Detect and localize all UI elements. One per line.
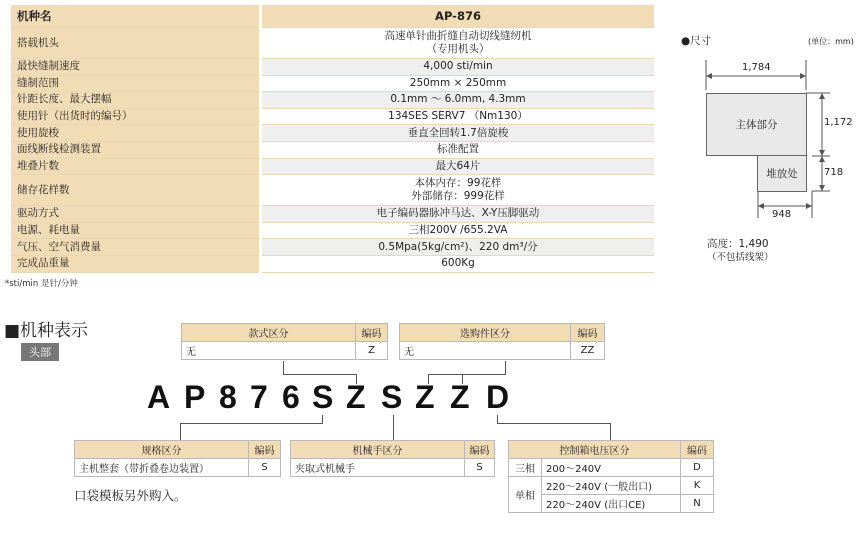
- head-badge: 头部: [21, 343, 59, 361]
- spec-class-table: [74, 440, 281, 477]
- spec-class-code: S: [249, 459, 281, 477]
- style-table: [181, 323, 388, 360]
- stacker-box: [757, 155, 807, 192]
- option-table-code-header: 编码: [571, 324, 605, 342]
- dimension-height-text: 高度：1,490: [707, 238, 769, 250]
- spec-key: 电源、耗电量: [11, 222, 261, 239]
- option-label: 无: [400, 342, 571, 360]
- spec-value: 最大64片: [261, 158, 655, 175]
- spec-row: [11, 92, 654, 109]
- spec-value: 0.1mm ～ 6.0mm, 4.3mm: [261, 92, 655, 109]
- style-code: Z: [356, 342, 388, 360]
- spec-row: [11, 239, 654, 256]
- code-letter: Z: [450, 379, 470, 415]
- dimension-height-right: 1,172: [824, 117, 853, 128]
- spec-value: 250mm × 250mm: [261, 75, 655, 92]
- spec-class-label: 主机整套（带折叠卷边装置）: [75, 459, 249, 477]
- voltage-code: N: [681, 495, 714, 513]
- spec-value: 4,000 sti/min: [261, 59, 655, 76]
- spec-row: [11, 59, 654, 76]
- spec-value: 垂直全回转1.7倍旋梭: [261, 125, 655, 142]
- spec-key: 最快缝制速度: [11, 59, 261, 76]
- robot-header: 机械手区分: [291, 441, 465, 459]
- option-table: [399, 323, 605, 360]
- option-table-header: 选购件区分: [400, 324, 571, 342]
- code-letter: 6: [282, 379, 300, 415]
- spec-value: 600Kg: [261, 255, 655, 272]
- stacker-label: 堆放处: [766, 168, 798, 180]
- table-row: [400, 342, 605, 360]
- voltage-label: 200～240V: [542, 459, 681, 477]
- spec-key: 驱动方式: [11, 206, 261, 223]
- spec-key: 气压、空气消费量: [11, 239, 261, 256]
- code-letter: 7: [250, 379, 268, 415]
- robot-code: S: [465, 459, 495, 477]
- spec-row: [11, 125, 654, 142]
- spec-key: 使用针（出货时的编号）: [11, 108, 261, 125]
- dimension-stack-height: 718: [824, 167, 844, 178]
- voltage-header: 控制箱电压区分: [509, 441, 681, 459]
- dimension-width-top: 1,784: [742, 62, 771, 73]
- robot-code-header: 编码: [465, 441, 495, 459]
- spec-key: 堆叠片数: [11, 158, 261, 175]
- spec-value: 电子编码器脉冲马达、X-Y压脚驱动: [261, 206, 655, 223]
- code-letter: D: [486, 379, 510, 415]
- voltage-code: D: [681, 459, 714, 477]
- spec-key: 储存花样数: [11, 175, 261, 206]
- spec-value: 高速单针曲折缝自动切线缝纫机 （专用机头）: [261, 28, 655, 59]
- spec-row: [11, 175, 654, 206]
- style-table-code-header: 编码: [356, 324, 388, 342]
- three-phase-label: 三相: [509, 459, 542, 477]
- spec-row: [11, 158, 654, 175]
- spec-header-value: AP-876: [261, 5, 655, 28]
- code-letter: 8: [219, 379, 237, 415]
- style-label: 无: [182, 342, 356, 360]
- spec-key: 缝制范围: [11, 75, 261, 92]
- dimension-stack-width: 948: [772, 209, 792, 220]
- spec-header-row: [11, 5, 654, 28]
- spec-key: 使用旋梭: [11, 125, 261, 142]
- spec-table: [11, 5, 654, 273]
- pocket-template-note: 口袋模板另外购入。: [74, 488, 187, 503]
- main-body-label: 主体部分: [735, 119, 778, 131]
- spec-header-key: 机种名: [11, 5, 261, 28]
- robot-table: [290, 440, 495, 477]
- spec-row: [11, 28, 654, 59]
- single-phase-label: 单相: [509, 477, 542, 513]
- spec-value: 三相200V /655.2VA: [261, 222, 655, 239]
- spec-key: 针距长度、最大摆幅: [11, 92, 261, 109]
- spec-row: [11, 255, 654, 272]
- spec-key: 搭载机头: [11, 28, 261, 59]
- voltage-code-header: 编码: [681, 441, 714, 459]
- spec-key: 完成品重量: [11, 255, 261, 272]
- spec-row: [11, 206, 654, 223]
- spec-row: [11, 141, 654, 158]
- option-code: ZZ: [571, 342, 605, 360]
- spec-row: [11, 75, 654, 92]
- code-letter: P: [184, 379, 206, 415]
- voltage-code: K: [681, 477, 714, 495]
- code-letter: S: [381, 379, 403, 415]
- robot-label: 夹取式机械手: [291, 459, 465, 477]
- table-row: [291, 459, 495, 477]
- code-letter: S: [312, 379, 334, 415]
- spec-footnote: *sti/min 是针/分钟: [5, 279, 78, 289]
- spec-value: 0.5Mpa(5kg/cm²)、220 dm³/分: [261, 239, 655, 256]
- voltage-label: 220～240V (出口CE): [542, 495, 681, 513]
- spec-value: 本体内存：99花样 外部储存：999花样: [261, 175, 655, 206]
- code-letter: Z: [346, 379, 366, 415]
- spec-value: 标准配置: [261, 141, 655, 158]
- spec-row: [11, 108, 654, 125]
- voltage-table: [508, 440, 714, 513]
- spec-key: 面线断线检测装置: [11, 141, 261, 158]
- code-letter: A: [147, 379, 171, 415]
- model-section-title: ■机种表示: [4, 321, 89, 341]
- style-table-header: 款式区分: [182, 324, 356, 342]
- dimensions-title: ●尺寸: [681, 35, 712, 47]
- table-row: [509, 477, 714, 495]
- table-row: [182, 342, 388, 360]
- spec-class-code-header: 编码: [249, 441, 281, 459]
- table-row: [75, 459, 281, 477]
- code-letter: Z: [415, 379, 435, 415]
- spec-row: [11, 222, 654, 239]
- main-body-box: [706, 93, 807, 156]
- dimension-height-note: （不包括线架）: [707, 252, 774, 263]
- spec-class-header: 规格区分: [75, 441, 249, 459]
- dimensions-unit: (单位：mm): [808, 37, 854, 46]
- voltage-label: 220～240V (一般出口): [542, 477, 681, 495]
- spec-value: 134SES SERV7 （Nm130）: [261, 108, 655, 125]
- table-row: [509, 459, 714, 477]
